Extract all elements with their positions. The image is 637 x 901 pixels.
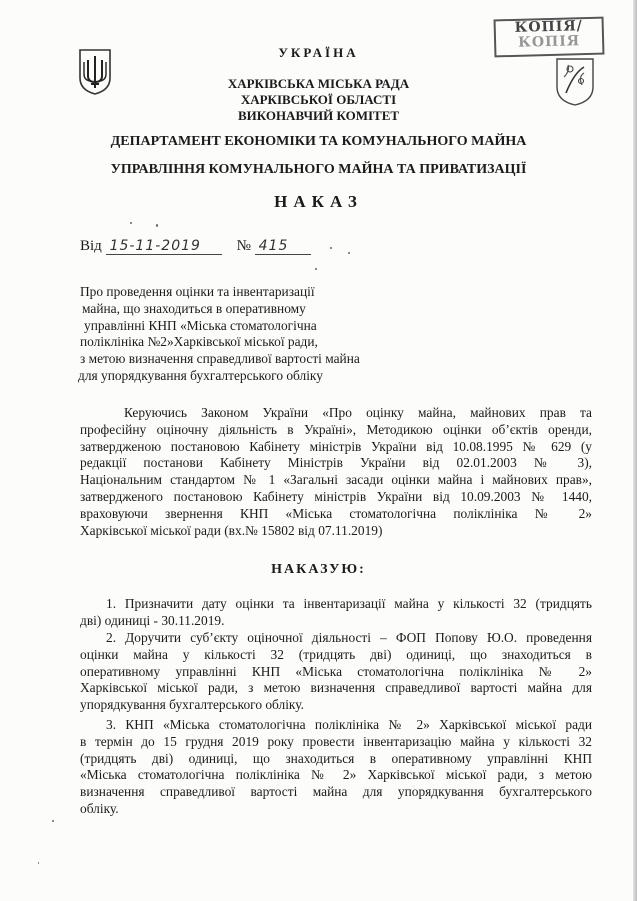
order-subject [78,284,408,385]
scan-speck [130,222,132,224]
council-line-3: ВИКОНАВЧИЙ КОМІТЕТ [237,108,400,123]
scan-speck [38,862,39,864]
subject-line: для упорядкування бухгалтерського обліку [78,367,323,383]
item-line: оцінки майна у кількості 32 (тридцять дві) одиниці, що знаходиться в [80,646,592,662]
item-line: в термін до 15 грудня 2019 року провести інвентаризацію майна у кількості 32 [80,733,592,749]
item-line: обліку. [80,800,119,816]
preamble-line: Національним стандартом № 1 «Загальні засади оцінки майна і майнових прав», [80,472,592,488]
number-label: № [236,238,251,254]
preamble-line: професійну оціночну діяльність в Україні», Методикою оцінки об’єктів оренди, [80,421,592,437]
item-line: 3. КНП «Міська стоматологічна поліклініка № 2» Харківської міської ради [106,717,592,732]
subject-line: поліклініка №2»Харківської міської ради, [80,334,318,350]
item-line: оперативному управлінні КНП «Міська стоматологічна поліклініка № 2» [80,663,592,679]
stamp-line-2: КОПІЯ [517,33,581,51]
order-item-2 [80,630,592,714]
preamble-line: затвердженого постановою Кабінету міністрів України від 10.09.2003 № 1440, [80,488,592,504]
item-line: визначення справедливої вартості майна для упорядкування бухгалтерського [80,784,592,800]
item-line: 2. Доручити суб’єкту оціночної діяльності – ФОП Попову Ю.О. проведення [106,630,592,645]
item-line: «Міська стоматологічна поліклініка № 2» Харківської міської ради, з метою [80,767,592,783]
item-line: Харківської міської ради, з метою визначення справедливої вартості майна для [80,680,592,696]
subject-line: управлінні КНП «Міська стоматологічна [84,317,317,333]
subject-line: майна, що знаходиться в оперативному [82,300,306,316]
country-title: УКРАЇНА [278,45,359,60]
stamp-line-1: КОПІЯ/ [514,18,584,36]
council-line-1: ХАРКІВСЬКА МІСЬКА РАДА [227,76,410,91]
document-type-title: НАКАЗ [274,192,363,211]
preamble-line: Керуючись Законом України «Про оцінку майна, майнових прав та [124,405,592,420]
preamble-line: враховуючи звернення КНП «Міська стоматологічна поліклініка № 2» [80,505,592,521]
page-edge-shadow [633,0,637,901]
item-line: 1. Призначити дату оцінки та інвентаризації майна у кількості 32 (тридцять [106,596,592,611]
council-line-2: ХАРКІВСЬКОЇ ОБЛАСТІ [240,92,397,107]
item-line: (тридцять дві) одиниці, що знаходиться в оперативному управлінні КНП [80,750,592,766]
preamble-line: затвердженою постановою Кабінету міністрів України від 10.08.1995 № 629 (у [80,438,592,454]
subject-line: Про проведення оцінки та інвентаризації [80,284,315,299]
item-line: дві) одиниці - 30.11.2019. [80,612,225,628]
date-value: 15-11-2019 [106,238,222,255]
department-title: ДЕПАРТАМЕНТ ЕКОНОМІКИ ТА КОМУНАЛЬНОГО МАЙНА [110,134,527,149]
subject-line: з метою визначення справедливої вартості майна [80,351,360,367]
preamble-line: Харківської міської ради (вх.№ 15802 від 07.11.2019) [80,522,383,538]
date-label: Від [80,238,102,254]
order-date-number [80,238,311,255]
orders-heading: НАКАЗУЮ: [271,562,366,577]
order-item-3 [80,717,592,818]
preamble-line: редакції постанови Кабінету Міністрів України від 02.01.2003 № 3), [80,455,592,471]
number-value: 415 [255,238,311,255]
scan-speck [156,224,158,227]
scan-speck [52,820,54,822]
preamble-paragraph [80,405,592,539]
directorate-title: УПРАВЛІННЯ КОМУНАЛЬНОГО МАЙНА ТА ПРИВАТИЗАЦІЇ [110,162,527,177]
scan-speck [330,247,332,249]
item-line: упорядкування бухгалтерського обліку. [80,697,304,713]
scan-speck [315,268,317,270]
scan-speck [348,252,350,254]
order-item-1 [80,596,592,630]
